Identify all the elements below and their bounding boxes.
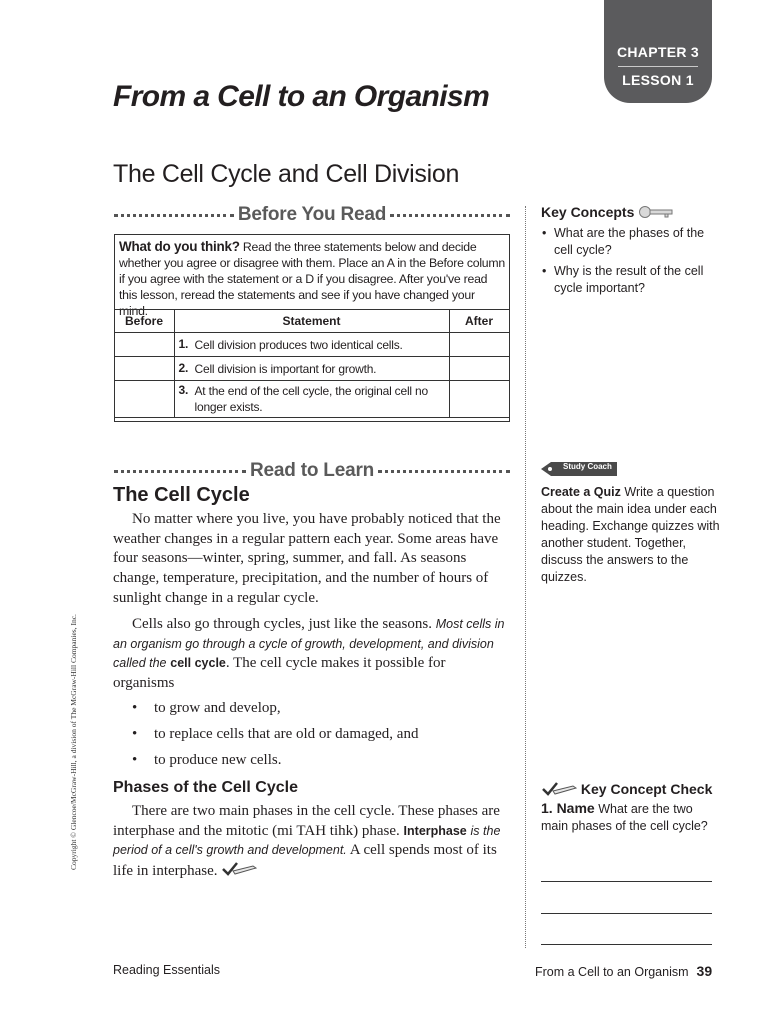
paragraph-phases: There are two main phases in the cell cycle. These phases are interphase and the mitotic (mi TAH tihk) phase. Interphase is the period of a cell's growth and development. A cell spends most of its life in interphase. bbox=[113, 803, 501, 880]
column-header-after: After bbox=[449, 310, 509, 333]
chapter-tab bbox=[604, 0, 712, 103]
study-coach-tag bbox=[541, 461, 617, 482]
after-answer-cell[interactable] bbox=[449, 357, 509, 381]
footer-book-title: Reading Essentials bbox=[113, 963, 221, 977]
table-row bbox=[114, 381, 509, 418]
after-answer-cell[interactable] bbox=[449, 333, 509, 357]
statement-cell: 3. At the end of the cell cycle, the original cell no longer exists. bbox=[174, 381, 449, 418]
prompt-text: Read the three statements below and decide whether you agree or disagree with them. Place an A in the Before column if you agree with the statement or a D if you disagree. After you've read this lesson, reread the statements and see if you have changed your mind. bbox=[119, 240, 505, 318]
statement-cell: 1. Cell division produces two identical cells. bbox=[174, 333, 449, 357]
term-cell-cycle: cell cycle bbox=[170, 656, 226, 671]
table-row bbox=[114, 333, 509, 357]
copyright-notice: Copyright © Glencoe/McGraw-Hill, a division of The McGraw-Hill Companies, Inc. bbox=[69, 614, 78, 870]
section-heading: The Cell Cycle bbox=[113, 484, 250, 506]
check-pencil-icon bbox=[221, 861, 257, 877]
column-header-statement: Statement bbox=[174, 310, 449, 333]
study-coach-label: Study Coach bbox=[563, 462, 612, 471]
lesson-title: The Cell Cycle and Cell Division bbox=[113, 160, 460, 188]
chapter-tab-divider bbox=[618, 66, 698, 67]
prompt-bold: What do you think? bbox=[119, 239, 240, 254]
key-icon bbox=[638, 205, 674, 219]
study-coach-text: Write a question about the main idea under each heading. Exchange quizzes with another student. Together, discuss the answers to the quizzes. bbox=[541, 485, 720, 584]
column-divider bbox=[525, 206, 526, 948]
paragraph-cell-cycle: Cells also go through cycles, just like the seasons. Most cells in an organism go through a cycle of growth, development, and division called the cell cycle. The cell cycle makes it possible for organisms bbox=[113, 616, 505, 692]
answer-line[interactable] bbox=[541, 944, 712, 945]
before-answer-cell[interactable] bbox=[114, 357, 174, 381]
page-number: 39 bbox=[696, 963, 713, 979]
before-answer-cell[interactable] bbox=[114, 381, 174, 418]
page-title: From a Cell to an Organism bbox=[113, 80, 490, 113]
after-answer-cell[interactable] bbox=[449, 381, 509, 418]
read-to-learn-label: Read to Learn bbox=[249, 460, 375, 481]
key-concept-item: • What are the phases of the cell cycle? bbox=[542, 226, 705, 257]
key-concept-check bbox=[541, 781, 721, 835]
paragraph-seasons: No matter where you live, you have probably noticed that the weather changes in a regular pattern each year. Some areas have four seasons—winter, spring, summer, and fall. As seasons change, temperature, precipitation, and the number of hours of sunlight change in a regular cycle. bbox=[113, 511, 501, 606]
before-answer-cell[interactable] bbox=[114, 333, 174, 357]
anticipation-guide-box bbox=[114, 234, 510, 422]
key-concepts-box bbox=[541, 204, 721, 301]
lesson-label: LESSON 1 bbox=[622, 72, 694, 88]
before-you-read-banner bbox=[114, 204, 510, 226]
table-row bbox=[114, 357, 509, 381]
question-text: What are the two main phases of the cell cycle? bbox=[541, 802, 708, 833]
subsection-heading: Phases of the Cell Cycle bbox=[113, 779, 298, 796]
statement-cell: 2. Cell division is important for growth. bbox=[174, 357, 449, 381]
column-header-before: Before bbox=[114, 310, 174, 333]
question-label: 1. Name bbox=[541, 800, 595, 816]
footer-chapter: From a Cell to an Organism 39 bbox=[535, 963, 713, 979]
term-interphase: Interphase bbox=[403, 823, 467, 838]
key-concept-check-heading: Key Concept Check bbox=[580, 781, 713, 797]
study-coach-bold: Create a Quiz bbox=[541, 485, 621, 499]
key-concept-item: • Why is the result of the cell cycle important? bbox=[542, 264, 704, 295]
read-to-learn-banner bbox=[114, 460, 510, 482]
study-coach-tip bbox=[541, 484, 721, 586]
before-you-read-label: Before You Read bbox=[237, 204, 387, 225]
answer-line[interactable] bbox=[541, 913, 712, 914]
chapter-label: CHAPTER 3 bbox=[616, 44, 700, 60]
statement-table bbox=[114, 309, 510, 418]
key-concepts-heading: Key Concepts bbox=[541, 204, 635, 220]
answer-line[interactable] bbox=[541, 881, 712, 882]
check-pencil-icon bbox=[541, 781, 577, 797]
anticipation-guide-instructions bbox=[119, 239, 505, 319]
